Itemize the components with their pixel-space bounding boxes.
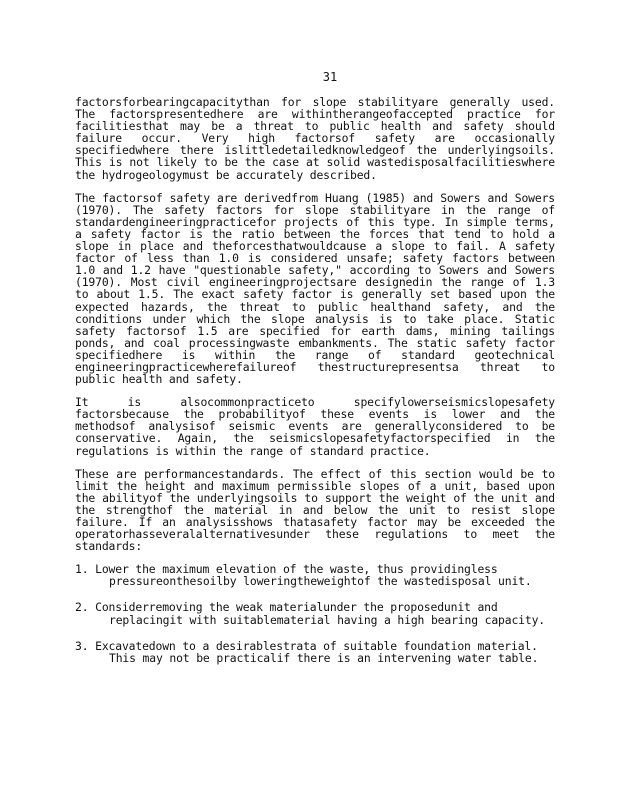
- paragraph-seismic: It is alsocommonpracticeto specifylowerseismicslopesafety factorsbecause the probabilityof these events is lower and the methodsof analysisof seismic events are generallyconsidered to be conservative. Again, the seismicslopesafetyfactorspecified in the regulations is within the range of standard practice.: [75, 395, 555, 458]
- list-item-lower-elevation: 1. Lower the maximum elevation of the waste, thus providingless pressureonthesoilby loweringtheweightof the wastedisposal unit.: [75, 562, 532, 589]
- page-number: 31: [322, 70, 338, 84]
- paragraph-performance-standards: These are performancestandards. The effect of this section would be to limit the height and maximum permissible slopes of a unit, based upon the abilityof the underlyingsoils to support the weight of the unit and the strengthof the material in and below the unit to resist slope failure. If an analysisshows thatasafety factor may be exceeded the operatorhasseveralalternativesunder these regulations to meet the standards:: [75, 466, 555, 554]
- document-body: [75, 96, 555, 678]
- paragraph-safety-factors: The factorsof safety are derivedfrom Huang (1985) and Sowers and Sowers (1970). The safety factors for slope stabilityare in the range of standardengineeringpracticefor projects of this type. In simple terms, a safety factor is the ratio between the forces that tend to hold a slope in place and theforcesthatwouldcause a slope to fail. A safety factor of less than 1.0 is considered unsafe; safety factors between 1.0 and 1.2 have "questionable safety," according to Sowers and Sowers (1970). Most civil engineeringprojectsare designedin the range of 1.3 to about 1.5. The exact safety factor is generally set based upon the expected hazards, the threat to public healthand safety, and the conditions under which the slope analysis is to take place. Static safety factorsof 1.5 are specified for earth dams, mining tailings ponds, and coal processingwaste embankments. The static safety factor specifiedhere is within the range of standard geotechnical engineeringpracticewherefailureof thestructurepresentsa threat to public health and safety.: [75, 190, 555, 387]
- list-item-remove-weak-material: 2. Considerremoving the weak materialunder the proposedunit and replacingit with suitablematerial having a high bearing capacity.: [75, 600, 546, 627]
- list-item-excavate: 3. Excavatedown to a desirablestrata of suitable foundation material. This may not be practicalif there is an intervening water table.: [75, 638, 539, 665]
- paragraph-bearing-capacity: factorsforbearingcapacitythan for slope stabilityare generally used. The factorspresentedhere are withintherangeofaccepted practice for facilitiesthat may be a threat to public health and safety should failure occur. Very high factorsof safety are occasionally specifiedwhere there islittledetailedknowledgeof the underlyingsoils. This is not likely to be the case at solid wastedisposalfacilitieswhere the hydrogeologymust be accurately described.: [75, 95, 555, 182]
